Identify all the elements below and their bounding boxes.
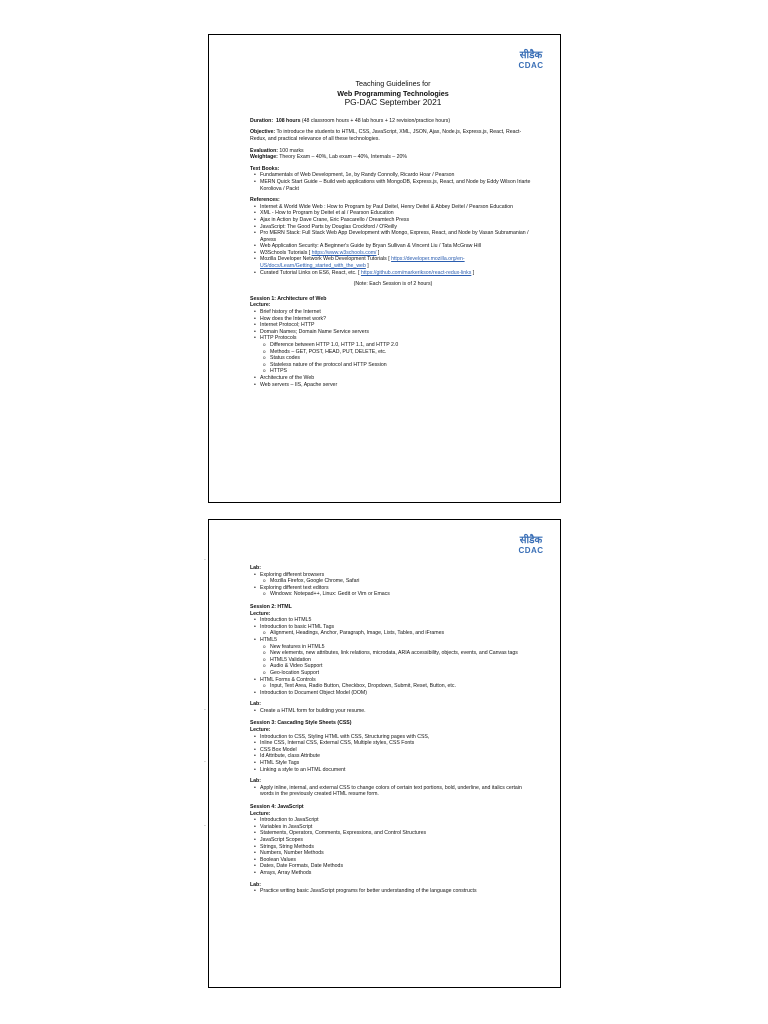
list-item: o Methods – GET, POST, HEAD, PUT, DELETE, etc. [270,349,536,356]
lecture-label: Lecture: [250,610,271,617]
list-item: • Dates, Date Formats, Date Methods [260,863,536,870]
list-item: o HTTPS [270,368,536,375]
list-item: • Pro MERN Stack: Full Stack Web App Development with Mongo, Express, React, and Node by Vasan Subramanian / Apress [260,230,536,243]
list-item: o Mozilla Firefox, Google Chrome, Safari [270,578,536,585]
list-item: • Introduction to Document Object Model (DOM) [260,690,536,697]
weightage: Weightage: Theory Exam – 40%, Lab exam – 40%, Internals – 20% [250,154,407,161]
duration: Duration: 108 hours (48 classroom hours + 48 lab hours + 12 revision/practice hours) [250,117,451,124]
list-item: • Exploring different browsers o Mozilla Firefox, Google Chrome, Safari [260,572,536,585]
list-item: o Geo-location Support [270,670,536,677]
margin-mark: ` [204,710,206,716]
list-item: • Statements, Operators, Comments, Expressions, and Control Structures [260,830,536,837]
list-item: • Mozilla Developer Network Web Development Tutorials [ https://developer.mozilla.org/en-US/docs/Learn/Getting_started_with_the_web ] [260,256,536,269]
session-2-title: Session 2: HTML [250,603,292,610]
mdn-link[interactable]: https://developer.mozilla.org/en-US/docs/Learn/Getting_started_with_the_web [260,256,465,270]
session-4-title: Session 4: JavaScript [250,804,304,810]
list-item: • CSS Box Model [260,747,536,754]
list-item: o Stateless nature of the protocol and HTTP Session [270,362,536,369]
lab-label: Lab: [250,881,261,888]
list-item: • Web Application Security: A Beginner's Guide by Bryan Sullivan & Vincent Liu / Tata McGraw Hill [260,243,536,250]
list-item: o Audio & Video Support [270,663,536,670]
list-item: • Curated Tutorial Links on ES6, React, etc. [ https://github.com/markerikson/react-redux-links ] [260,270,536,277]
objective: Objective: To introduce the students to HTML, CSS, JavaScript, XML, JSON, Ajax, Node.js, Express.js, React, React-Redux, and practical relevance of all these technologies. [250,129,522,142]
list-item: o New elements, new attributes, link relations, microdata, ARIA accessibility, objects, events, and Canvas tags [270,650,536,657]
list-item: • Exploring different text editors o Windows: Notepad++, Linux: Gedit or Vim or Emacs [260,585,536,598]
list-item: • HTML5 o New features in HTML5 o New elements, new attributes, link relations, microdata, ARIA accessibility, objects, events, and Canvas tags o HTML5 Validation o Audio & Video Support o Geo-location Support [260,637,536,677]
list-item: • HTML Style Tags [260,760,536,767]
margin-mark: ` [204,560,206,566]
list-item: • Practice writing basic JavaScript programs for better understanding of the language constructs [260,888,536,895]
list-item: • Introduction to JavaScript [260,817,536,824]
document-page-2 [208,519,561,988]
list-item: • Internet Protocol; HTTP [260,322,536,329]
list-item: • Arrays, Array Methods [260,870,536,877]
session-3-list [250,734,536,774]
list-item: • XML - How to Program by Deitel et al / Pearson Education [260,210,536,217]
list-item: • Apply inline, internal, and external CSS to change colors of certain text portions, bold, underline, and italics certain words in the previously created HTML resume form. [260,785,536,798]
list-item: • Numbers, Number Methods [260,850,536,857]
references-heading: References: [250,197,280,204]
http-sublist [260,342,536,375]
session-2-list [250,617,536,696]
list-item: • Id Attribute, class Attribute [260,753,536,760]
list-item: • W3Schools Tutorials [ https://www.w3schools.com/ ] [260,250,536,257]
lab-label: Lab: [250,565,261,571]
page-2-content [250,565,536,900]
references-list [250,204,536,277]
curated-links-link[interactable]: https://github.com/markerikson/react-redux-links [360,269,472,276]
list-item: • JavaScript: The Good Parts by Douglas Crockford / O'Reilly [260,224,536,231]
textbooks-heading: Text Books: [250,165,280,172]
page-1-content [250,79,536,393]
lab-label: Lab: [250,701,261,708]
list-item: • Inline CSS, Internal CSS, External CSS, Multiple styles, CSS Fonts [260,740,536,747]
list-item: • Web servers – IIS, Apache server [260,382,536,389]
document-page-1 [208,34,561,503]
list-item: • Ajax in Action by Dave Crane, Eric Pascarello / Dreamtech Press [260,217,536,224]
list-item: • HTML Forms & Controls o Input, Text Area, Radio Button, Checkbox, Dropdown, Submit, Reset, Button, etc. [260,677,536,690]
session-3-title: Session 3: Cascading Style Sheets (CSS) [250,720,352,727]
lecture-label: Lecture: [250,302,271,309]
list-item: • Introduction to CSS, Styling HTML with CSS, Structuring pages with CSS, [260,734,536,741]
list-item: o New features in HTML5 [270,644,536,651]
list-item: • Introduction to basic HTML Tags o Alignment, Headings, Anchor, Paragraph, Image, Lists, Tables, and iFrames [260,624,536,637]
list-item: o Status codes [270,355,536,362]
list-item: • MERN Quick Start Guide – Build web applications with MongoDB, Express.js, React, and Node by Eddy Wilson Iriarte Koroliova / Packt [260,179,536,192]
cdac-logo: सीडैक CDAC [518,50,544,70]
list-item: o HTML5 Validation [270,657,536,664]
list-item: o Windows: Notepad++, Linux: Gedit or Vim or Emacs [270,591,536,598]
list-item: • Brief history of the Internet [260,309,536,316]
list-item: • Strings, String Methods [260,844,536,851]
list-item: • Introduction to HTML5 [260,617,536,624]
list-item: • JavaScript Scopes [260,837,536,844]
lab-label: Lab: [250,778,261,785]
list-item: • Fundamentals of Web Development, 1e, by Randy Connolly, Ricardo Hoar / Pearson [260,172,536,179]
list-item: • Create a HTML form for building your resume. [260,708,536,715]
session-note: (Note: Each Session is of 2 hours) [353,281,433,288]
margin-mark: ` [204,762,206,768]
list-item: o Difference between HTTP 1.0, HTTP 1.1, and HTTP 2.0 [270,342,536,349]
list-item: • Internet & World Wide Web : How to Program by Paul Deitel, Henry Deitel & Abbey Deitel / Pearson Education [260,204,536,211]
list-item: • Domain Names; Domain Name Service servers [260,329,536,336]
evaluation: Evaluation: 100 marks [250,147,304,154]
lecture-label: Lecture: [250,727,271,734]
session-4-list [250,817,536,876]
margin-mark: ` [204,826,206,832]
list-item: • HTTP Protocols o Difference between HTTP 1.0, HTTP 1.1, and HTTP 2.0 o Methods – GET, POST, HEAD, PUT, DELETE, etc. o Status codes o Stateless nature of the protocol and HTTP Session o HTTPS [260,335,536,375]
list-item: • Linking a style to an HTML document [260,767,536,774]
w3schools-link[interactable]: https://www.w3schools.com/ [311,249,377,256]
list-item: o Input, Text Area, Radio Button, Checkbox, Dropdown, Submit, Reset, Button, etc. [270,683,536,690]
textbooks-list [250,172,536,192]
lecture-label: Lecture: [250,810,271,817]
list-item: • Variables in JavaScript [260,824,536,831]
list-item: • Boolean Values [260,857,536,864]
session-1-title: Session 1: Architecture of Web [250,295,327,302]
list-item: • How does the Internet work? [260,316,536,323]
session-1-list [250,309,536,388]
document-title: Teaching Guidelines for Web Programming Technologies PG-DAC September 2021 [337,79,449,108]
cdac-logo: सीडैक CDAC [518,535,544,555]
list-item: • Architecture of the Web [260,375,536,382]
list-item: o Alignment, Headings, Anchor, Paragraph, Image, Lists, Tables, and iFrames [270,630,536,637]
lab-1-list [250,572,536,598]
